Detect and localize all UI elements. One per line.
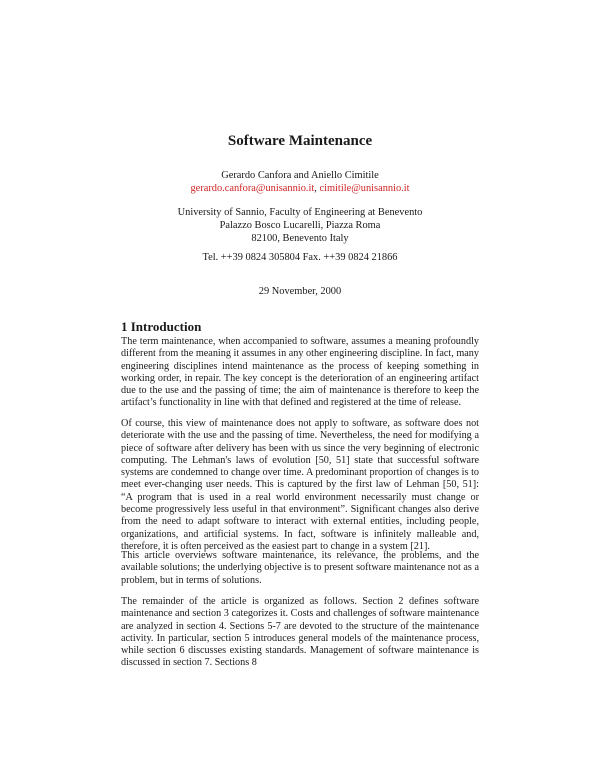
- paper-title: Software Maintenance: [227, 133, 373, 149]
- affiliation-line-2: Palazzo Bosco Lucarelli, Piazza Roma: [219, 220, 381, 231]
- affiliation-line-3: 82100, Benevento Italy: [251, 233, 349, 244]
- paper-date: 29 November, 2000: [258, 286, 342, 297]
- intro-paragraph-2: Of course, this view of maintenance does not apply to software, as software does not deteriorate with the use and the passing of time. Nevertheless, the need for modifying a piece of software after delivery has been with us since the very beginning of electronic computing. The Lehman's laws of evolution [50, 51] state that successful software systems are condemned to change over time. A predominant proportion of changes is to meet ever-changing user needs. This is captured by the first law of Lehman [50, 51]: “A program that is used in a real world environment necessarily must change or become progressively less useful in that environment”. Significant changes also derive from the need to adapt software to interact with external entities, including people, organizations, and artificial systems. In fact, software is infinitely malleable and, therefore, it is often perceived as the easiest part to change in a system [21].: [121, 418, 479, 552]
- contact-numbers: Tel. ++39 0824 305804 Fax. ++39 0824 21866: [202, 252, 398, 263]
- email-separator: ,: [314, 183, 320, 194]
- email-link-canfora[interactable]: gerardo.canfora@unisannio.it: [190, 183, 315, 194]
- authors: Gerardo Canfora and Aniello Cimitile: [221, 170, 379, 181]
- author-emails: [0, 182, 600, 195]
- intro-paragraph-3: This article overviews software maintenance, its relevance, the problems, and the available solutions; the underlying objective is to present software maintenance not as a problem, but in terms of solutions.: [121, 550, 479, 586]
- intro-paragraph-1: The term maintenance, when accompanied to software, assumes a meaning profoundly different from the meaning it assumes in any other engineering discipline. In fact, many engineering disciplines intend maintenance as the process of keeping something in working order, in repair. The key concept is the deterioration of an engineering artifact due to the use and the passing of time; the aim of maintenance is therefore to keep the artifact’s functionality in line with that defined and registered at the time of release.: [121, 336, 479, 409]
- affiliation-line-1: University of Sannio, Faculty of Engineering at Benevento: [177, 207, 423, 218]
- section-heading-introduction: 1 Introduction: [121, 319, 202, 334]
- email-link-cimitile[interactable]: cimitile@unisannio.it: [319, 183, 410, 194]
- intro-paragraph-4: The remainder of the article is organized as follows. Section 2 defines software maintenance and section 3 categorizes it. Costs and challenges of software maintenance are analyzed in section 4. Sections 5-7 are devoted to the structure of the maintenance activity. In particular, section 5 introduces general models of the maintenance process, while section 6 discusses existing standards. Management of software maintenance is discussed in section 7. Sections 8: [121, 596, 479, 669]
